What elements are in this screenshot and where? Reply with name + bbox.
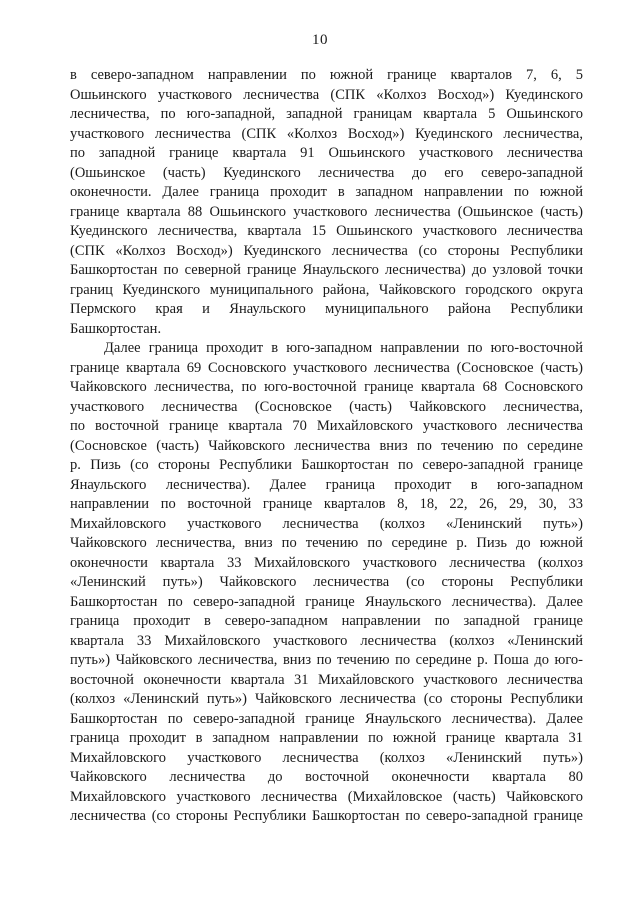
text-line: Михайловского участкового лесничества (колхоз «Ленинский путь») bbox=[70, 749, 583, 766]
text-line: Чайковского лесничества, вниз по течению по середине р. Пизь до южной bbox=[70, 535, 583, 551]
text-line: Куединского лесничества, квартала 15 Ошьинского участкового лесничества bbox=[70, 223, 583, 239]
text-line: Чайковского лесничества, по юго-восточной границе квартала 68 Сосновского bbox=[70, 379, 583, 395]
text-line: лесничества, по юго-западной, западной границам квартала 5 Ошьинского bbox=[70, 106, 583, 122]
text-line: по западной границе квартала 91 Ошьинского участкового лесничества bbox=[70, 145, 583, 161]
text-line: Башкортостан по северо-западной границе Янаульского лесничества). Далее bbox=[70, 593, 583, 610]
text-line: Ошьинского участкового лесничества (СПК «Колхоз Восход») Куединского bbox=[70, 86, 583, 103]
text-line: Башкортостан. bbox=[70, 320, 162, 337]
text-line: (Сосновское (часть) Чайковского лесничества вниз по течению по середине bbox=[70, 437, 583, 454]
text-line: границ Куединского муниципального района, Чайковского городского округа bbox=[70, 281, 583, 298]
text-line: оконечности. Далее граница проходит в западном направлении по южной bbox=[70, 184, 583, 200]
text-line: границе квартала 88 Ошьинского участкового лесничества (Ошьинское (часть) bbox=[70, 203, 583, 220]
text-line: путь») Чайковского лесничества, вниз по течению по середине р. Поша до юго- bbox=[70, 652, 583, 668]
text-line: в северо-западном направлении по южной границе кварталов 7, 6, 5 bbox=[70, 67, 583, 83]
text-line: квартала 33 Михайловского участкового лесничества (колхоз «Ленинский bbox=[70, 632, 583, 649]
text-line: «Ленинский путь») Чайковского лесничества (со стороны Республики bbox=[70, 574, 583, 590]
paragraph-2 bbox=[70, 339, 583, 827]
text-line: восточной оконечности квартала 31 Михайловского участкового лесничества bbox=[70, 671, 583, 688]
text-line: Михайловского участкового лесничества (Михайловское (часть) Чайковского bbox=[70, 788, 583, 805]
text-line: по восточной границе квартала 70 Михайловского участкового лесничества bbox=[70, 418, 583, 434]
text-line: (СПК «Колхоз Восход») Куединского лесничества (со стороны Республики bbox=[70, 242, 583, 259]
text-line: Далее граница проходит в юго-западном направлении по юго-восточной bbox=[104, 340, 583, 356]
text-line: Башкортостан по северо-западной границе Янаульского лесничества). Далее bbox=[70, 710, 583, 727]
text-line: (Ошьинское (часть) Куединского лесничества до его северо-западной bbox=[70, 164, 583, 181]
text-line: оконечности квартала 33 Михайловского участкового лесничества (колхоз bbox=[70, 554, 583, 571]
text-line: лесничества (со стороны Республики Башкортостан по северо-западной границе bbox=[70, 808, 583, 824]
text-line: р. Пизь (со стороны Республики Башкортостан по северо-западной границе bbox=[70, 457, 583, 473]
text-line: Пермского края и Янаульского муниципального района Республики bbox=[70, 301, 583, 317]
text-line: граница проходит в северо-западном направлении по западной границе bbox=[70, 613, 583, 629]
paragraph-1 bbox=[70, 66, 583, 339]
text-line: участкового лесничества (СПК «Колхоз Восход») Куединского лесничества, bbox=[70, 125, 583, 142]
text-line: граница проходит в западном направлении по южной границе квартала 31 bbox=[70, 730, 583, 746]
page-number: 10 bbox=[312, 32, 328, 48]
text-line: Янаульского лесничества). Далее граница проходит в юго-западном bbox=[70, 476, 583, 493]
text-line: границе квартала 69 Сосновского участкового лесничества (Сосновское (часть) bbox=[70, 359, 583, 376]
text-line: (колхоз «Ленинский путь») Чайковского лесничества (со стороны Республики bbox=[70, 691, 583, 707]
text-line: Башкортостан по северной границе Янаульского лесничества) до узловой точки bbox=[70, 262, 583, 278]
document-body bbox=[70, 66, 583, 827]
text-line: направлении по восточной границе кварталов 8, 18, 22, 26, 29, 30, 33 bbox=[70, 496, 583, 512]
text-line: Чайковского лесничества до восточной оконечности квартала 80 bbox=[70, 769, 583, 785]
text-line: участкового лесничества (Сосновское (часть) Чайковского лесничества, bbox=[70, 398, 583, 415]
text-line: Михайловского участкового лесничества (колхоз «Ленинский путь») bbox=[70, 515, 583, 532]
